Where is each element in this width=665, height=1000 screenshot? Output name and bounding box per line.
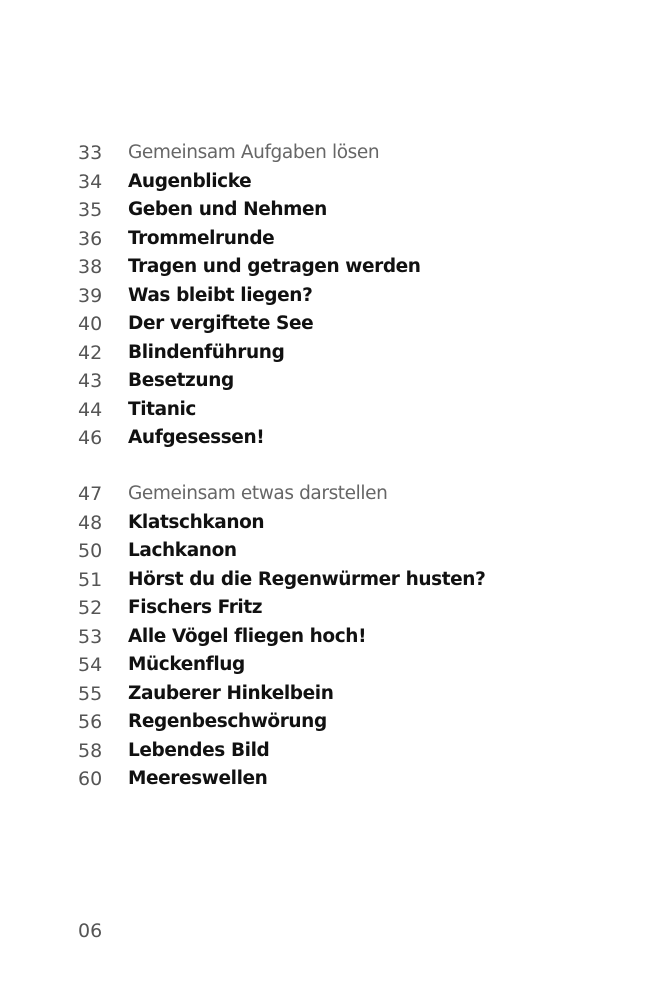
toc-page-number: 46 <box>78 427 103 449</box>
toc-entry <box>78 367 421 396</box>
toc-page-number: 55 <box>78 682 103 705</box>
toc-title: Blindenführung <box>128 341 285 363</box>
toc-entry <box>78 196 421 225</box>
toc-page-number: 35 <box>78 199 103 221</box>
toc-entry <box>78 339 421 368</box>
toc-title: Was bleibt liegen? <box>128 284 313 306</box>
toc-entry <box>78 537 485 566</box>
toc-page-number: 48 <box>78 511 103 534</box>
toc-entry <box>78 168 421 197</box>
toc-section-heading <box>78 480 485 509</box>
toc-page-number: 44 <box>78 398 103 421</box>
toc-title: Meereswellen <box>128 768 268 789</box>
toc-title: Trommelrunde <box>128 227 275 249</box>
toc-title: Alle Vögel fliegen hoch! <box>128 625 367 647</box>
toc-section-heading <box>78 139 421 168</box>
toc-page-number: 38 <box>78 256 103 278</box>
toc-page-number: 40 <box>78 313 103 335</box>
toc-entry <box>78 737 485 766</box>
toc-page-number: 33 <box>78 142 103 164</box>
toc-entry <box>78 253 421 282</box>
toc-title: Tragen und getragen werden <box>128 256 421 277</box>
toc-page-number: 56 <box>78 711 103 733</box>
toc-entry <box>78 594 485 623</box>
toc-page-number: 54 <box>78 654 103 676</box>
toc-page-number: 42 <box>78 341 103 364</box>
toc-title: Lachkanon <box>128 540 237 561</box>
toc-title: Titanic <box>128 398 196 420</box>
toc-title: Zauberer Hinkelbein <box>128 682 334 704</box>
page-number: 06 <box>78 920 103 942</box>
toc-page-number: 58 <box>78 739 103 762</box>
toc-entry <box>78 424 421 453</box>
toc-entry <box>78 623 485 652</box>
toc-entry <box>78 225 421 254</box>
toc-title: Gemeinsam etwas darstellen <box>128 483 388 504</box>
toc-section-aufgaben <box>78 139 421 453</box>
toc-entry <box>78 651 485 680</box>
toc-title: Hörst du die Regenwürmer husten? <box>128 568 486 590</box>
toc-page-number: 51 <box>78 568 103 591</box>
toc-entry <box>78 282 421 311</box>
toc-title: Besetzung <box>128 370 234 391</box>
toc-page-number: 50 <box>78 540 103 562</box>
toc-page-number: 47 <box>78 483 103 505</box>
toc-entry <box>78 708 485 737</box>
toc-page-number: 39 <box>78 284 103 307</box>
toc-page-number: 52 <box>78 597 103 619</box>
toc-page-number: 53 <box>78 625 103 648</box>
toc-entry <box>78 310 421 339</box>
toc-page-number: 36 <box>78 227 103 250</box>
toc-section-darstellen <box>78 480 485 794</box>
toc-entry <box>78 509 485 538</box>
toc-title: Aufgesessen! <box>128 427 265 448</box>
toc-title: Regenbeschwörung <box>128 711 327 732</box>
toc-page-number: 43 <box>78 370 103 392</box>
toc-page-number: 34 <box>78 170 103 193</box>
toc-title: Geben und Nehmen <box>128 199 327 220</box>
toc-title: Gemeinsam Aufgaben lösen <box>128 142 380 163</box>
toc-entry <box>78 566 485 595</box>
toc-page-number: 60 <box>78 768 103 790</box>
toc-title: Augenblicke <box>128 170 252 192</box>
toc-entry <box>78 680 485 709</box>
toc-entry <box>78 396 421 425</box>
toc-title: Fischers Fritz <box>128 597 263 618</box>
toc-title: Mückenflug <box>128 654 245 675</box>
toc-entry <box>78 765 485 794</box>
toc-title: Klatschkanon <box>128 511 265 533</box>
toc-title: Lebendes Bild <box>128 739 270 761</box>
toc-title: Der vergiftete See <box>128 313 314 334</box>
